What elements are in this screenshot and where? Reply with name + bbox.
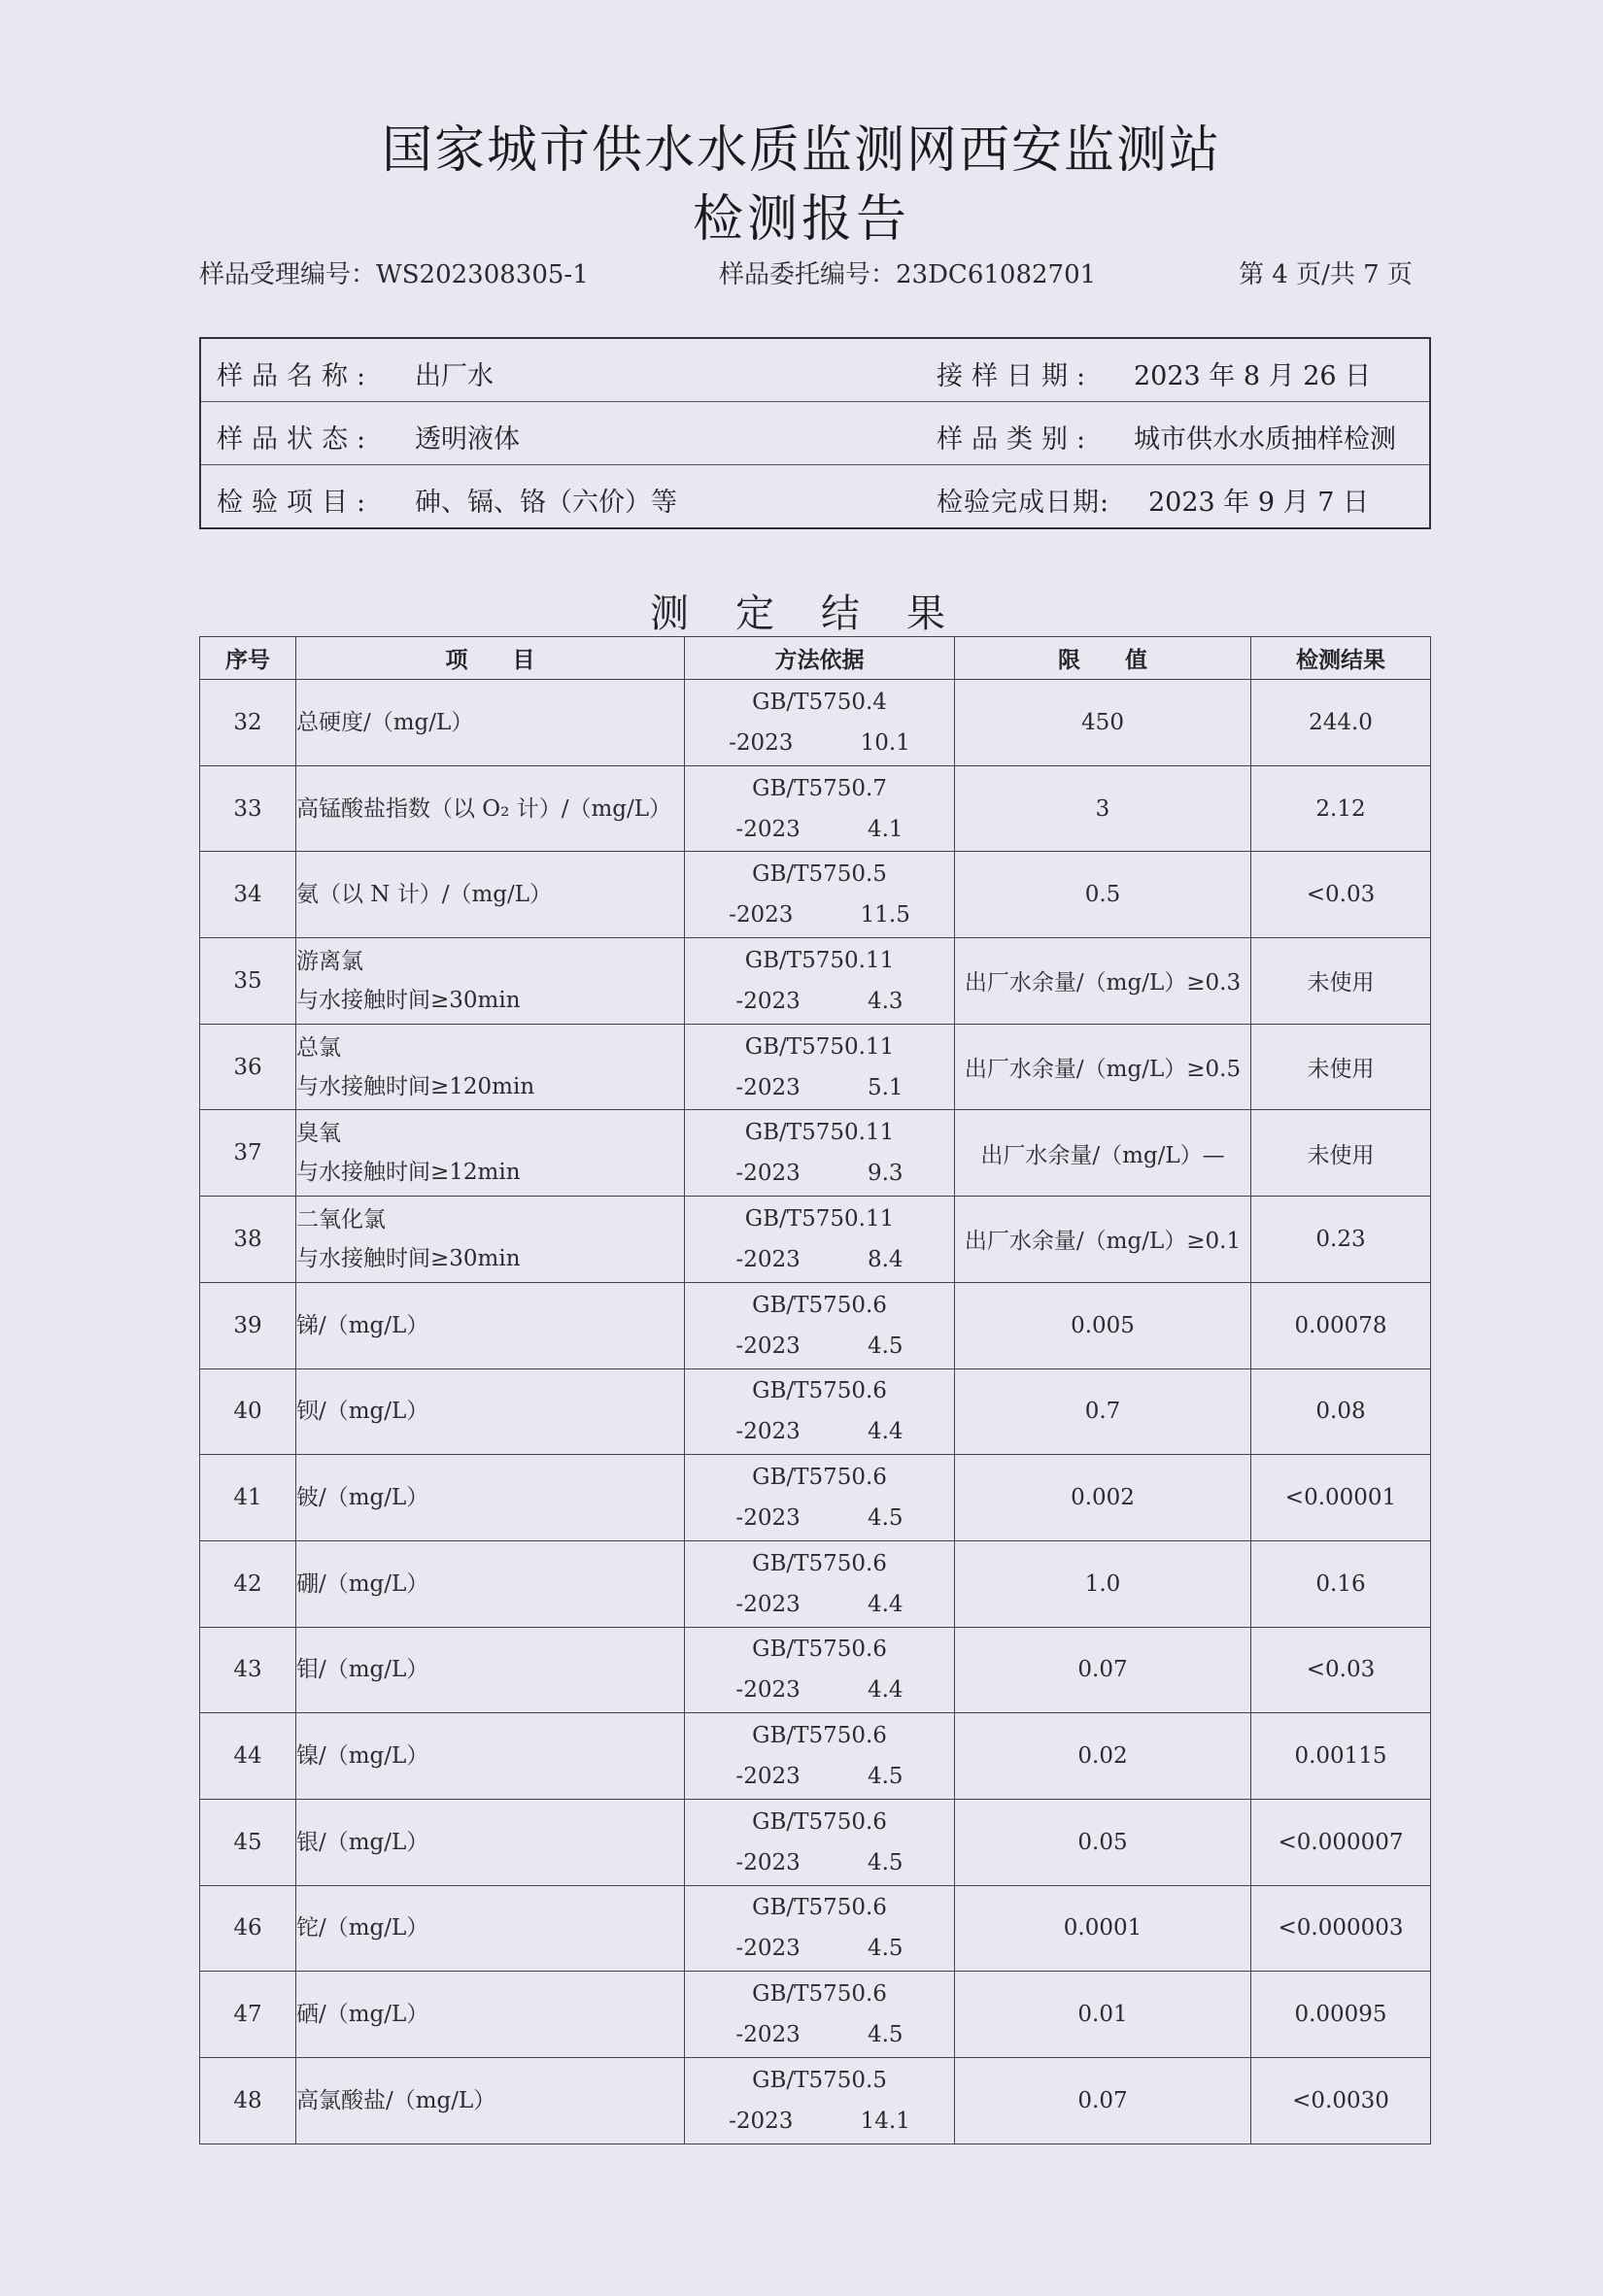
sample-entrust-no: 样品委托编号：23DC61082701 [719, 260, 1097, 289]
row-limit: 0.002 [955, 1455, 1251, 1541]
table-row [200, 1885, 1431, 1972]
row-item-condition: 与水接触时间≥30min [296, 987, 521, 1013]
results-section-title: 测定结果 [650, 591, 992, 636]
row-result: <0.0030 [1251, 2058, 1431, 2144]
row-method-standard: GB/T5750.4 [752, 689, 887, 715]
sample-accept-no: 样品受理编号：WS202308305-1 [199, 260, 589, 289]
row-item-name: 二氧化氯 [296, 1206, 386, 1232]
header-item: 项 目 [296, 637, 685, 680]
row-method [685, 1540, 955, 1627]
row-method [685, 1455, 955, 1541]
row-item [296, 1799, 685, 1885]
row-method [685, 1368, 955, 1455]
row-method [685, 1713, 955, 1800]
receive-date: 2023 年 8 月 26 日 [1134, 361, 1372, 391]
sample-name: 出厂水 [415, 361, 494, 391]
row-result: <0.000003 [1251, 1885, 1431, 1972]
row-method-standard: GB/T5750.7 [752, 775, 887, 801]
row-method-clause: -2023 4.1 [735, 816, 904, 842]
header-limit: 限 值 [955, 637, 1251, 680]
row-limit: 0.7 [955, 1368, 1251, 1455]
sample-name-label: 样品名称: [217, 361, 375, 391]
row-result: <0.00001 [1251, 1455, 1431, 1541]
table-row [200, 1197, 1431, 1283]
row-method [685, 1799, 955, 1885]
complete-date-label: 检验完成日期: [937, 488, 1110, 518]
row-item-name: 银/（mg/L） [296, 1829, 429, 1855]
row-item-name: 高氯酸盐/（mg/L） [296, 2087, 496, 2113]
row-method [685, 938, 955, 1025]
row-method-standard: GB/T5750.6 [752, 1550, 887, 1576]
row-number: 38 [200, 1197, 296, 1283]
row-number: 32 [200, 680, 296, 766]
row-item-name: 游离氯 [296, 948, 363, 974]
row-number: 36 [200, 1024, 296, 1110]
row-item [296, 852, 685, 938]
complete-date: 2023 年 9 月 7 日 [1148, 488, 1369, 518]
row-method-clause: -2023 4.5 [735, 1764, 904, 1790]
row-method-clause: -2023 4.5 [735, 1936, 904, 1962]
row-method-standard: GB/T5750.6 [752, 1378, 887, 1404]
row-item [296, 1627, 685, 1713]
row-limit: 出厂水余量/（mg/L）≥0.1 [955, 1197, 1251, 1283]
row-method-clause: -2023 5.1 [735, 1074, 904, 1100]
header-result: 检测结果 [1251, 637, 1431, 680]
table-row [200, 1282, 1431, 1368]
row-method-standard: GB/T5750.5 [752, 861, 887, 888]
row-item-condition: 与水接触时间≥30min [296, 1245, 521, 1271]
row-method-standard: GB/T5750.11 [744, 1120, 895, 1146]
table-row [200, 680, 1431, 766]
row-method-standard: GB/T5750.6 [752, 1895, 887, 1921]
row-result: 0.00115 [1251, 1713, 1431, 1800]
row-method [685, 1885, 955, 1972]
row-number: 44 [200, 1713, 296, 1800]
row-method [685, 1282, 955, 1368]
row-method-clause: -2023 9.3 [735, 1161, 904, 1187]
info-row-name [201, 339, 1429, 402]
row-limit: 0.01 [955, 1972, 1251, 2058]
row-limit: 3 [955, 765, 1251, 852]
row-number: 41 [200, 1455, 296, 1541]
row-item [296, 938, 685, 1025]
row-method [685, 852, 955, 938]
row-method [685, 1110, 955, 1197]
row-item-name: 氨（以 N 计）/（mg/L） [296, 882, 553, 908]
row-item-name: 铊/（mg/L） [296, 1915, 429, 1941]
row-item [296, 1885, 685, 1972]
sample-type: 城市供水水质抽样检测 [1134, 424, 1396, 455]
page-info: 第 4 页/共 7 页 [1239, 260, 1413, 289]
info-row-state [201, 402, 1429, 465]
row-item-name: 臭氧 [296, 1121, 341, 1147]
row-method-clause: -2023 4.3 [735, 988, 904, 1014]
row-item-name: 铍/（mg/L） [296, 1485, 429, 1511]
row-result: <0.03 [1251, 852, 1431, 938]
row-method-clause: -2023 4.5 [735, 1849, 904, 1875]
report-subtitle: 检测报告 [692, 190, 910, 249]
table-row [200, 1540, 1431, 1627]
row-method-clause: -2023 4.5 [735, 1333, 904, 1359]
row-result: 0.16 [1251, 1540, 1431, 1627]
table-row [200, 1799, 1431, 1885]
row-method-clause: -2023 11.5 [729, 902, 910, 929]
row-result: <0.000007 [1251, 1799, 1431, 1885]
row-method-standard: GB/T5750.6 [752, 1981, 887, 2008]
row-method [685, 1197, 955, 1283]
row-item-condition: 与水接触时间≥12min [296, 1160, 521, 1186]
row-limit: 0.05 [955, 1799, 1251, 1885]
row-limit: 0.0001 [955, 1885, 1251, 1972]
row-number: 43 [200, 1627, 296, 1713]
row-method-standard: GB/T5750.6 [752, 1637, 887, 1663]
row-item-condition: 与水接触时间≥120min [296, 1073, 535, 1099]
row-result: 244.0 [1251, 680, 1431, 766]
report-title: 国家城市供水水质监测网西安监测站 [381, 121, 1221, 180]
row-method [685, 1024, 955, 1110]
row-item [296, 1110, 685, 1197]
row-item-name: 钡/（mg/L） [296, 1399, 429, 1425]
row-limit: 450 [955, 680, 1251, 766]
row-method-clause: -2023 10.1 [729, 729, 910, 756]
row-method-clause: -2023 4.4 [735, 1419, 904, 1445]
table-row [200, 1972, 1431, 2058]
row-number: 48 [200, 2058, 296, 2144]
row-result: 未使用 [1251, 1110, 1431, 1197]
test-items: 砷、镉、铬（六价）等 [415, 488, 677, 518]
row-method-standard: GB/T5750.11 [744, 947, 895, 973]
row-item [296, 2058, 685, 2144]
table-row [200, 1368, 1431, 1455]
row-item [296, 1197, 685, 1283]
row-item-name: 总硬度/（mg/L） [296, 709, 474, 735]
table-row [200, 1455, 1431, 1541]
row-limit: 0.07 [955, 2058, 1251, 2144]
row-number: 45 [200, 1799, 296, 1885]
row-item [296, 1368, 685, 1455]
results-body [200, 680, 1431, 2144]
row-method-clause: -2023 4.5 [735, 1505, 904, 1532]
sample-state-label: 样品状态: [217, 424, 375, 455]
test-items-label: 检验项目: [217, 488, 375, 518]
row-method [685, 2058, 955, 2144]
row-item-name: 钼/（mg/L） [296, 1657, 429, 1683]
row-limit: 0.005 [955, 1282, 1251, 1368]
row-limit: 出厂水余量/（mg/L）≥0.3 [955, 938, 1251, 1025]
row-item [296, 1024, 685, 1110]
row-method-clause: -2023 14.1 [729, 2108, 910, 2134]
sample-type-label: 样品类别: [937, 424, 1095, 455]
results-table [199, 636, 1431, 2144]
row-method-standard: GB/T5750.6 [752, 1808, 887, 1835]
receive-date-label: 接样日期: [937, 361, 1095, 391]
row-method-standard: GB/T5750.5 [752, 2067, 887, 2093]
row-result: 未使用 [1251, 1024, 1431, 1110]
row-number: 39 [200, 1282, 296, 1368]
row-method-clause: -2023 4.4 [735, 1677, 904, 1704]
row-limit: 出厂水余量/（mg/L）≥0.5 [955, 1024, 1251, 1110]
row-limit: 0.07 [955, 1627, 1251, 1713]
row-item-name: 锑/（mg/L） [296, 1312, 429, 1338]
row-item [296, 680, 685, 766]
table-row [200, 1024, 1431, 1110]
info-row-items [201, 465, 1429, 529]
row-item-name: 镍/（mg/L） [296, 1743, 429, 1770]
row-item-name: 硼/（mg/L） [296, 1570, 429, 1597]
table-row [200, 938, 1431, 1025]
row-method [685, 765, 955, 852]
row-method [685, 1627, 955, 1713]
row-method-standard: GB/T5750.6 [752, 1465, 887, 1491]
row-result: 0.00078 [1251, 1282, 1431, 1368]
header-method: 方法依据 [685, 637, 955, 680]
row-item [296, 1455, 685, 1541]
row-limit: 出厂水余量/（mg/L）— [955, 1110, 1251, 1197]
row-result: 0.00095 [1251, 1972, 1431, 2058]
row-number: 46 [200, 1885, 296, 1972]
table-row [200, 765, 1431, 852]
row-result: 2.12 [1251, 765, 1431, 852]
row-method [685, 1972, 955, 2058]
row-item-name: 总氯 [296, 1034, 341, 1061]
table-row [200, 2058, 1431, 2144]
row-result: 0.23 [1251, 1197, 1431, 1283]
row-method-standard: GB/T5750.11 [744, 1205, 895, 1232]
row-result: 未使用 [1251, 938, 1431, 1025]
row-number: 33 [200, 765, 296, 852]
row-method-clause: -2023 4.4 [735, 1591, 904, 1617]
table-row [200, 1627, 1431, 1713]
header-no: 序号 [200, 637, 296, 680]
row-number: 35 [200, 938, 296, 1025]
row-number: 34 [200, 852, 296, 938]
row-number: 37 [200, 1110, 296, 1197]
row-result: <0.03 [1251, 1627, 1431, 1713]
row-result: 0.08 [1251, 1368, 1431, 1455]
row-number: 47 [200, 1972, 296, 2058]
row-item [296, 1282, 685, 1368]
row-item [296, 1972, 685, 2058]
row-item-name: 硒/（mg/L） [296, 2002, 429, 2028]
table-row [200, 852, 1431, 938]
row-item-name: 高锰酸盐指数（以 O₂ 计）/（mg/L） [296, 795, 672, 822]
sample-info-box [199, 337, 1431, 529]
row-item [296, 765, 685, 852]
row-method-standard: GB/T5750.11 [744, 1033, 895, 1060]
row-method-standard: GB/T5750.6 [752, 1723, 887, 1749]
results-header-row [200, 637, 1431, 680]
row-item [296, 1540, 685, 1627]
row-limit: 0.02 [955, 1713, 1251, 1800]
row-method-standard: GB/T5750.6 [752, 1292, 887, 1318]
row-limit: 0.5 [955, 852, 1251, 938]
row-number: 40 [200, 1368, 296, 1455]
table-row [200, 1110, 1431, 1197]
table-row [200, 1713, 1431, 1800]
row-item [296, 1713, 685, 1800]
row-limit: 1.0 [955, 1540, 1251, 1627]
row-number: 42 [200, 1540, 296, 1627]
row-method [685, 680, 955, 766]
row-method-clause: -2023 4.5 [735, 2022, 904, 2048]
row-method-clause: -2023 8.4 [735, 1246, 904, 1272]
sample-state: 透明液体 [415, 424, 520, 455]
